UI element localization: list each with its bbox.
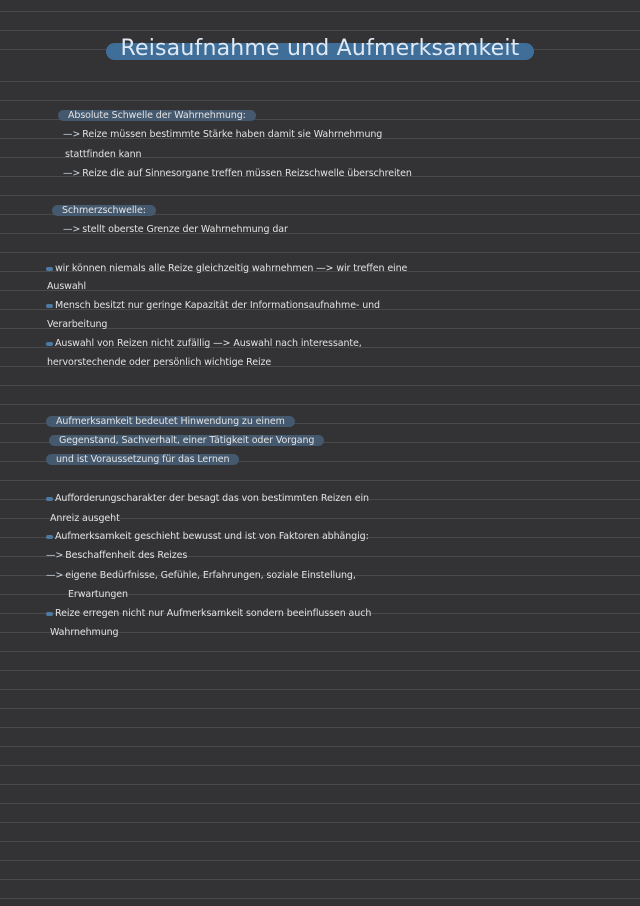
definition-line: und ist Voraussetzung für das Lernen	[46, 453, 239, 467]
arrow-icon: —>	[46, 550, 64, 561]
bullet-line: Reize erregen nicht nur Aufmerksamkeit sondern beeinflussen auch	[46, 607, 371, 621]
bullet-line: Aufmerksamkeit geschieht bewusst und ist von Faktoren abhängig:	[46, 530, 369, 544]
definition-line: Gegenstand, Sachverhalt, einer Tätigkeit oder Vorgang	[49, 434, 324, 448]
arrow-icon: —>	[63, 129, 81, 140]
text-line: Verarbeitung	[47, 319, 108, 330]
arrow-icon: —>	[46, 570, 64, 581]
arrow-icon: —>	[63, 168, 81, 179]
text-line: hervorstechende oder persönlich wichtige Reize	[47, 357, 272, 368]
text-line: Auswahl	[47, 281, 87, 292]
arrow-line: —> Reize müssen bestimmte Stärke haben damit sie Wahrnehmung	[63, 129, 383, 140]
section-heading-absolute-threshold: Absolute Schwelle der Wahrnehmung:	[58, 109, 256, 123]
arrow-line: —> eigene Bedürfnisse, Gefühle, Erfahrungen, soziale Einstellung,	[46, 570, 356, 581]
bullet-line: Mensch besitzt nur geringe Kapazität der Informationsaufnahme- und	[46, 299, 380, 313]
bullet-icon	[46, 535, 53, 539]
section-heading-pain-threshold: Schmerzschwelle:	[52, 204, 156, 218]
text-line: stattfinden kann	[65, 149, 142, 160]
text-line: Erwartungen	[68, 589, 128, 600]
arrow-line: —> stellt oberste Grenze der Wahrnehmung dar	[63, 224, 288, 235]
text-line: Wahrnehmung	[50, 627, 119, 638]
page-title: Reisaufnahme und Aufmerksamkeit	[106, 34, 533, 64]
bullet-icon	[46, 267, 53, 271]
title-container	[0, 34, 640, 64]
bullet-line: wir können niemals alle Reize gleichzeitig wahrnehmen —> wir treffen eine	[46, 262, 407, 276]
bullet-line: Aufforderungscharakter der besagt das von bestimmten Reizen ein	[46, 492, 369, 506]
bullet-icon	[46, 342, 53, 346]
definition-line: Aufmerksamkeit bedeutet Hinwendung zu einem	[46, 415, 295, 429]
arrow-line: —> Reize die auf Sinnesorgane treffen müssen Reizschwelle überschreiten	[63, 168, 412, 179]
bullet-icon	[46, 497, 53, 501]
text-line: Anreiz ausgeht	[50, 513, 120, 524]
bullet-line: Auswahl von Reizen nicht zufällig —> Auswahl nach interessante,	[46, 337, 362, 351]
arrow-line: —> Beschaffenheit des Reizes	[46, 550, 188, 561]
bullet-icon	[46, 612, 53, 616]
arrow-icon: —>	[63, 224, 81, 235]
bullet-icon	[46, 304, 53, 308]
